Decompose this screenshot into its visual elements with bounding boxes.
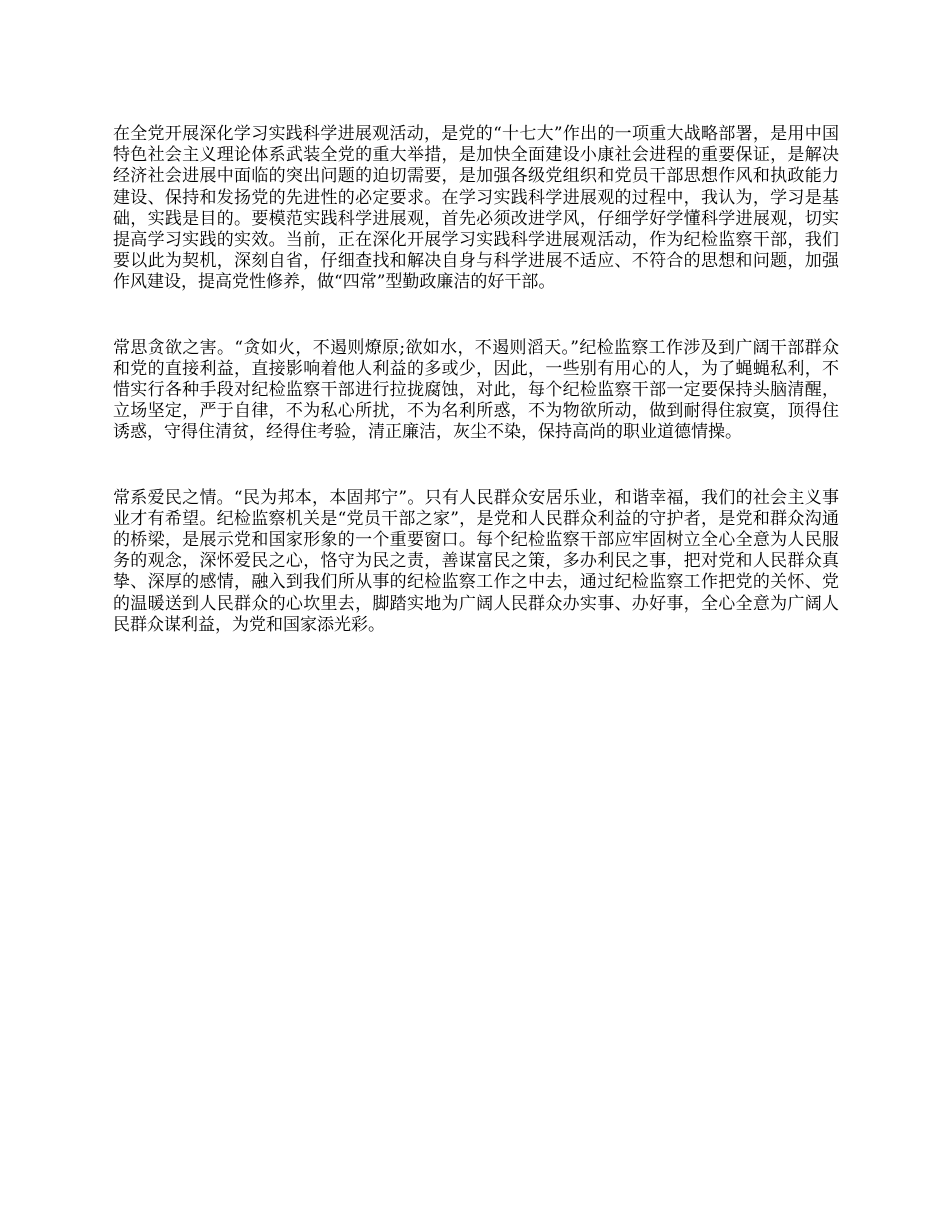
paragraph-love-people: 常系爱民之情。“民为邦本，本固邦宁”。只有人民群众安居乐业，和谐幸福，我们的社会主义事业才有希望。纪检监察机关是“党员干部之家”，是党和人民群众利益的守护者，是党和群众沟通的桥梁，是展示党和国家形象的一个重要窗口。每个纪检监察干部应牢固树立全心全意为人民服务的观念，深怀爱民之心，恪守为民之责，善谋富民之策，多办利民之事，把对党和人民群众真挚、深厚的感情，融入到我们所从事的纪检监察工作之中去，通过纪检监察工作把党的关怀、党的温暖送到人民群众的心坎里去，脚踏实地为广阔人民群众办实事、办好事，全心全意为广阔人民群众谋利益，为党和国家添光彩。 xyxy=(113,487,839,635)
paragraph-greed: 常思贪欲之害。“贪如火，不遏则燎原;欲如水，不遏则滔天。”纪检监察工作涉及到广阔干部群众和党的直接利益，直接影响着他人利益的多或少，因此，一些别有用心的人，为了蝇蝇私利，不惜实行各种手段对纪检监察干部进行拉拢腐蚀，对此，每个纪检监察干部一定要保持头脑清醒，立场坚定，严于自律，不为私心所扰，不为名利所惑，不为物欲所动，做到耐得住寂寞，顶得住诱惑，守得住清贫，经得住考验，清正廉洁，灰尘不染，保持高尚的职业道德情操。 xyxy=(113,337,839,443)
paragraph-intro: 在全党开展深化学习实践科学进展观活动，是党的“十七大”作出的一项重大战略部署，是用中国特色社会主义理论体系武装全党的重大举措，是加快全面建设小康社会进程的重要保证，是解决经济社会进展中面临的突出问题的迫切需要，是加强各级党组织和党员干部思想作风和执政能力建设、保持和发扬党的先进性的必定要求。在学习实践科学进展观的过程中，我认为，学习是基础，实践是目的。要模范实践科学进展观，首先必须改进学风，仔细学好学懂科学进展观，切实提高学习实践的实效。当前，正在深化开展学习实践科学进展观活动，作为纪检监察干部，我们要以此为契机，深刻自省，仔细查找和解决自身与科学进展不适应、不符合的思想和问题，加强作风建设，提高党性修养，做“四常”型勤政廉洁的好干部。 xyxy=(113,124,839,293)
document-body xyxy=(113,124,839,636)
